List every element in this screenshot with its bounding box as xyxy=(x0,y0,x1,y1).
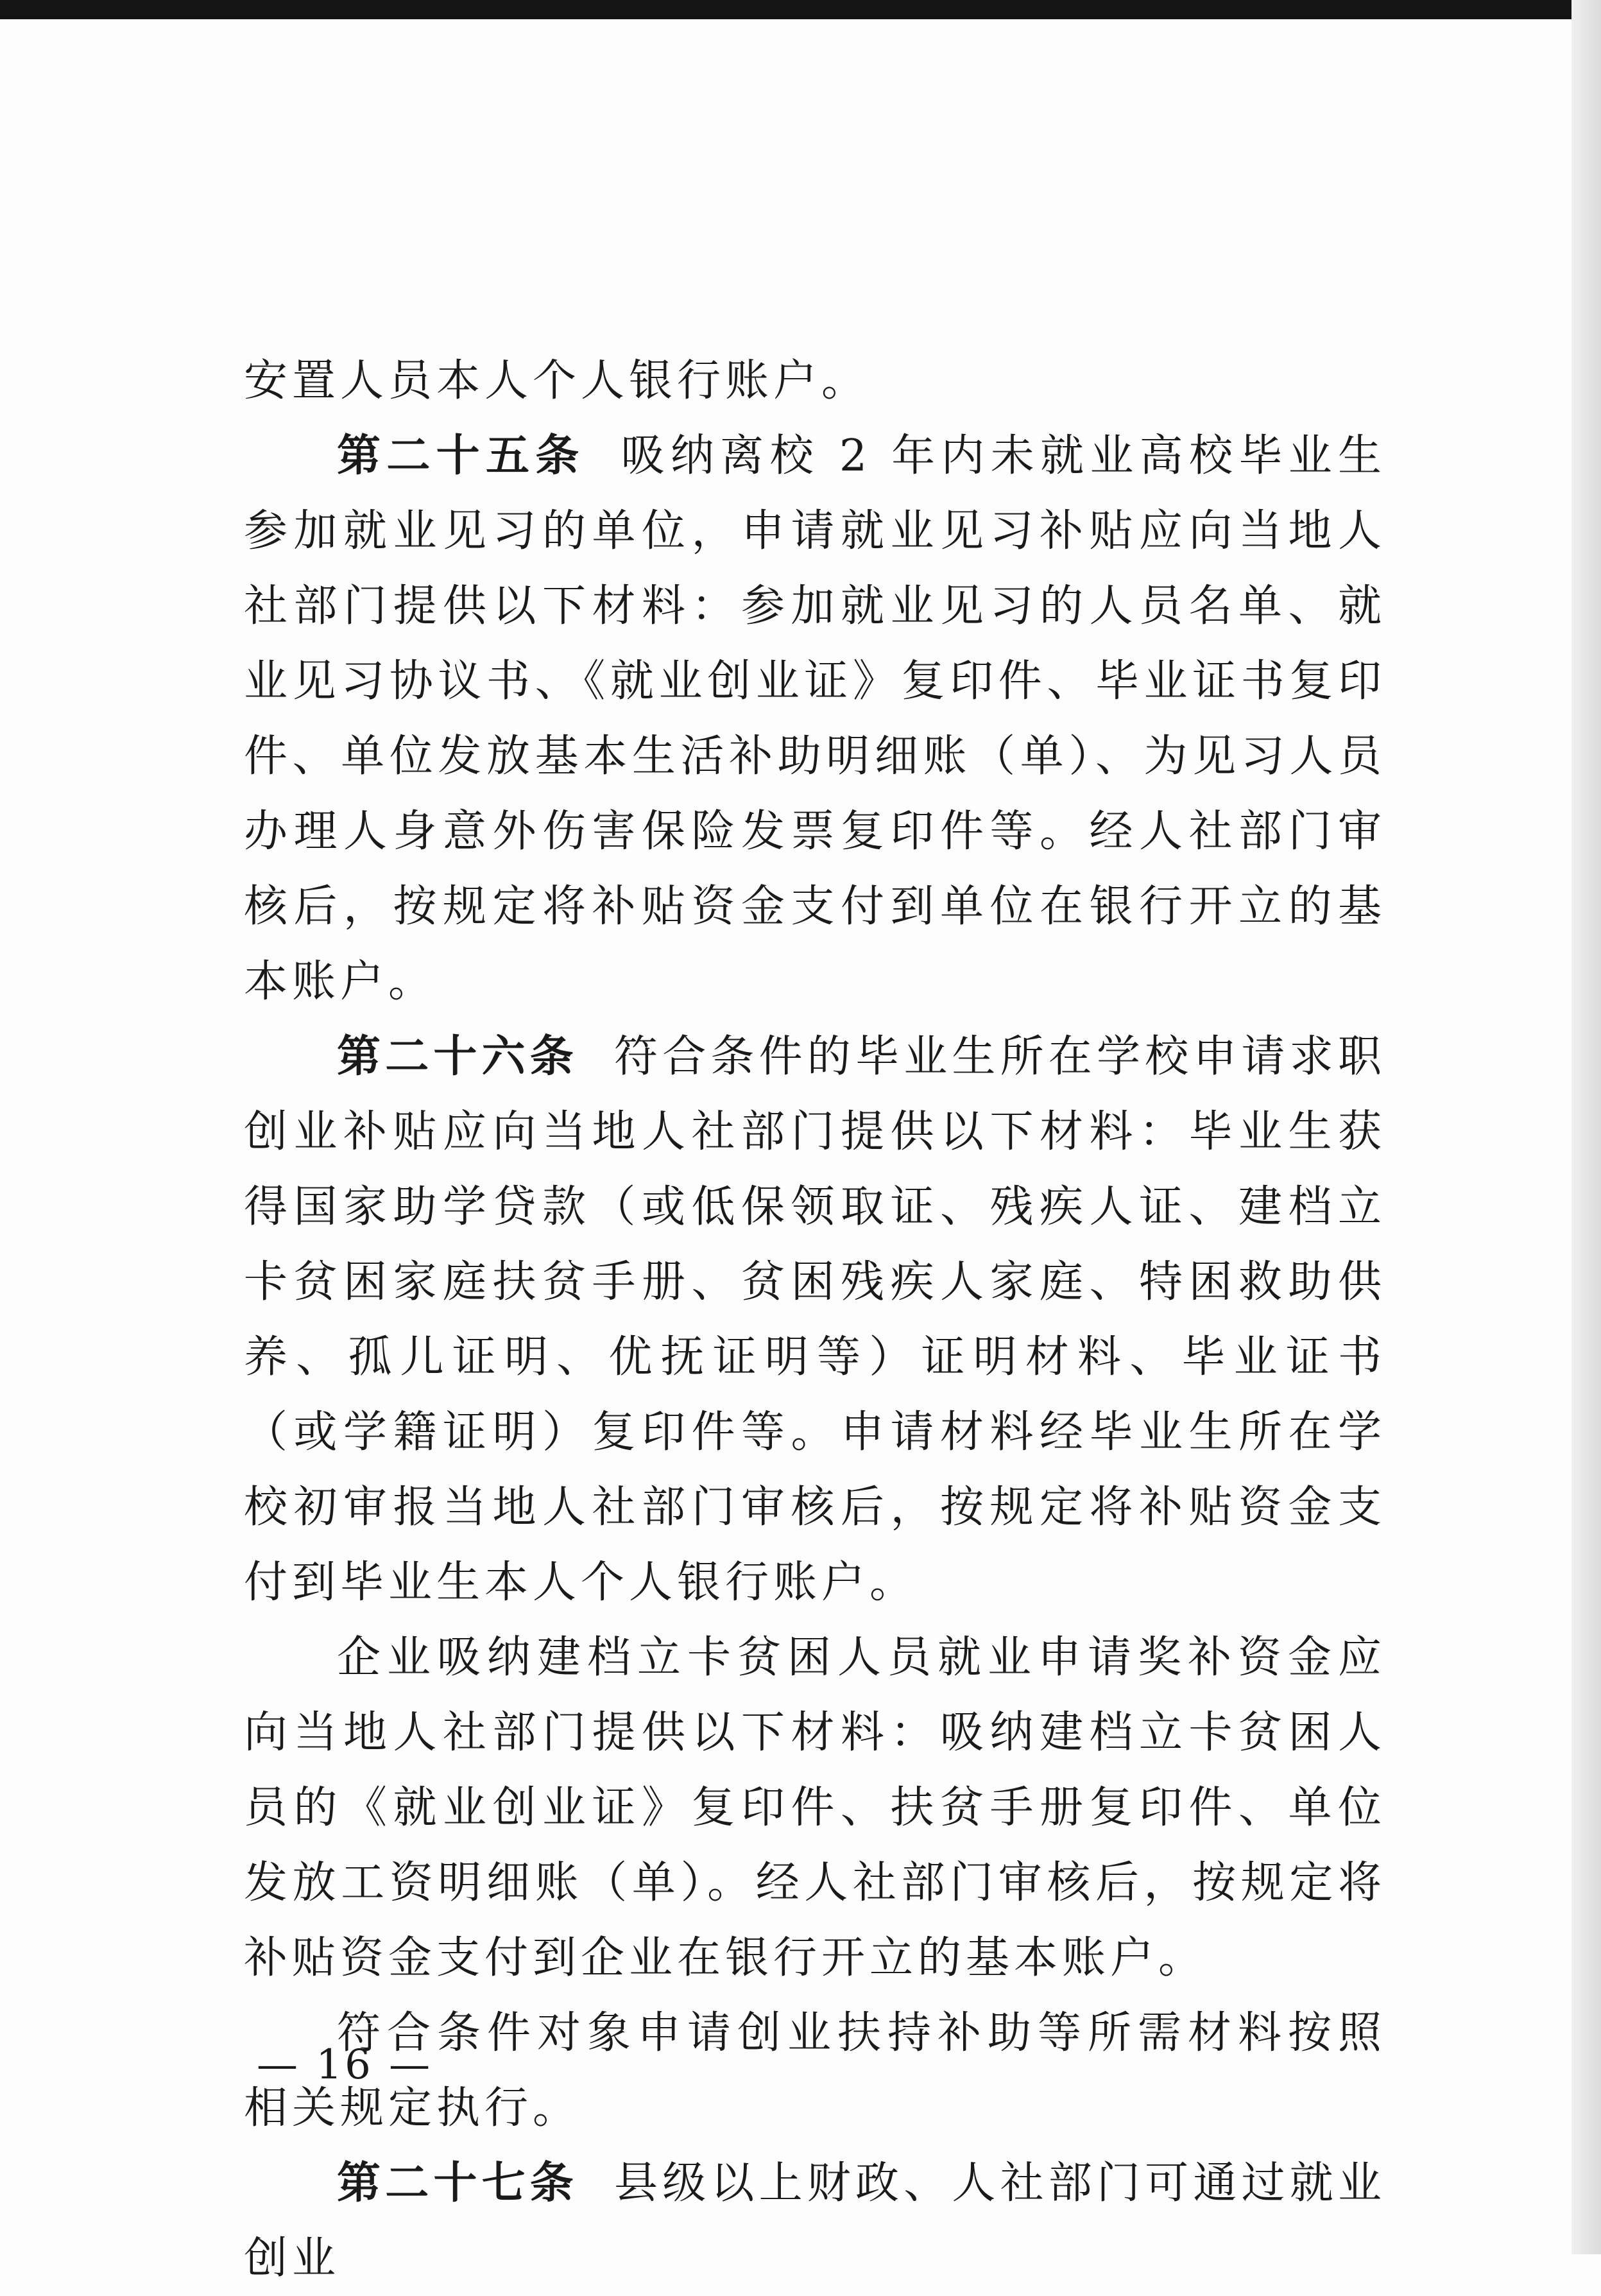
paragraph-4-text: 企业吸纳建档立卡贫困人员就业申请奖补资金应向当地人社部门提供以下材料：吸纳建档立卡贫困人员的《就业创业证》复印件、扶贫手册复印件、单位发放工资明细账（单）。经人社部门审核后，按规定将补贴资金支付到企业在银行开立的基本账户。 xyxy=(244,1632,1386,1983)
paragraph-4 xyxy=(244,1620,1386,1996)
scan-top-edge xyxy=(0,0,1601,19)
scan-right-edge xyxy=(1571,0,1601,2254)
paragraph-1 xyxy=(244,343,1386,419)
article-27-text: 县级以上财政、人社部门可通过就业创业 xyxy=(244,2158,1386,2284)
paragraph-article-26 xyxy=(244,1019,1386,1620)
paragraph-5-text: 符合条件对象申请创业扶持补助等所需材料按照相关规定执行。 xyxy=(244,2008,1386,2134)
document-body xyxy=(244,343,1386,2296)
article-26-heading: 第二十六条 xyxy=(337,1031,578,1082)
paragraph-article-25 xyxy=(244,419,1386,1019)
paragraph-article-27 xyxy=(244,2146,1386,2296)
article-25-heading: 第二十五条 xyxy=(337,430,585,481)
article-26-text: 符合条件的毕业生所在学校申请求职创业补贴应向当地人社部门提供以下材料：毕业生获得国家助学贷款（或低保领取证、残疾人证、建档立卡贫困家庭扶贫手册、贫困残疾人家庭、特困救助供养、孤儿证明、优抚证明等）证明材料、毕业证书（或学籍证明）复印件等。申请材料经毕业生所在学校初审报当地人社部门审核后，按规定将补贴资金支付到毕业生本人个人银行账户。 xyxy=(244,1031,1386,1608)
article-25-text: 吸纳离校 2 年内未就业高校毕业生参加就业见习的单位，申请就业见习补贴应向当地人社部门提供以下材料：参加就业见习的人员名单、就业见习协议书、《就业创业证》复印件、毕业证书复印件、单位发放基本生活补助明细账（单）、为见习人员办理人身意外伤害保险发票复印件等。经人社部门审核后，按规定将补贴资金支付到单位在银行开立的基本账户。 xyxy=(244,431,1386,1007)
page-number: — 16 — xyxy=(257,2041,433,2089)
paragraph-1-text: 安置人员本人个人银行账户。 xyxy=(244,356,870,406)
article-27-heading: 第二十七条 xyxy=(337,2157,578,2209)
